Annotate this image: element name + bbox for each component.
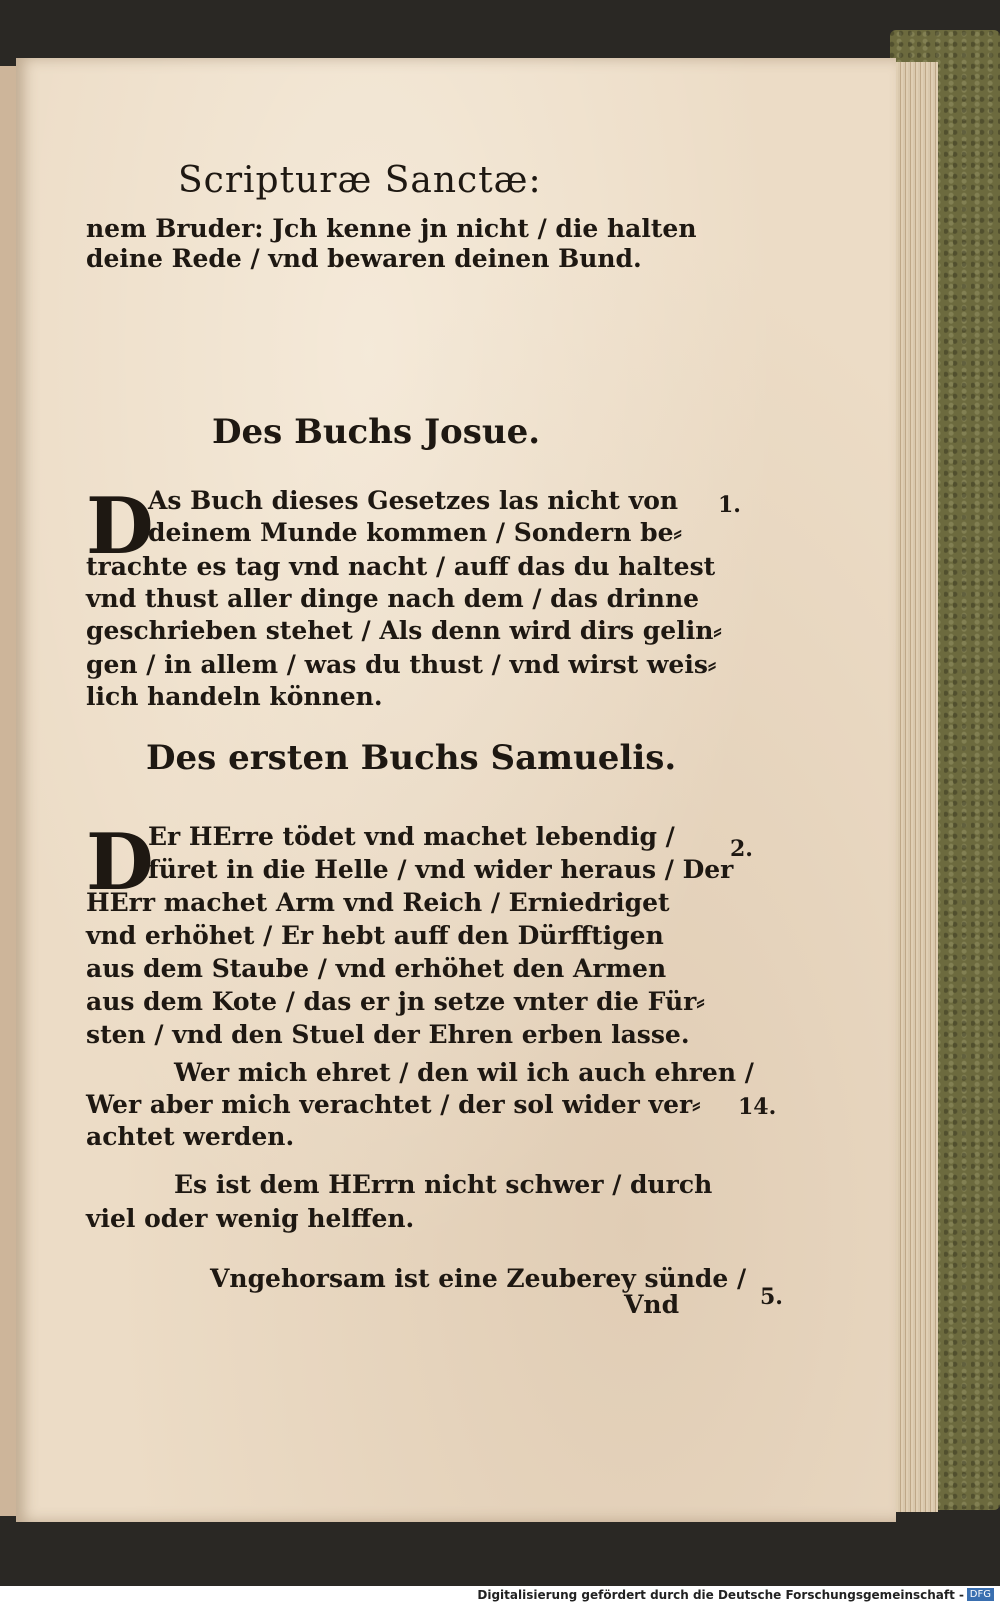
josue-line: deinem Munde kommen / Sondern be⸗ — [148, 518, 682, 547]
verse-marker: 5. — [760, 1284, 783, 1310]
josue-line: gen / in allem / was du thust / vnd wirst weis⸗ — [86, 650, 717, 679]
intro-line: nem Bruder: Jch kenne jn nicht / die halten — [86, 214, 697, 243]
verse-marker: 1. — [718, 492, 741, 518]
samuel-line: Es ist dem HErrn nicht schwer / durch — [174, 1170, 713, 1199]
running-head: Scripturæ Sanctæ: — [178, 160, 542, 201]
catchword: Vnd — [624, 1290, 680, 1319]
footer-credit: Digitalisierung gefördert durch die Deutsche Forschungsgemeinschaft - — [477, 1588, 964, 1602]
samuel-line: füret in die Helle / vnd wider heraus / Der — [148, 855, 734, 884]
josue-line: As Buch dieses Gesetzes las nicht von — [148, 486, 679, 515]
josue-line: geschrieben stehet / Als denn wird dirs gelin⸗ — [86, 616, 722, 645]
samuel-line: aus dem Kote / das er jn setze vnter die Für⸗ — [86, 987, 705, 1016]
samuel-line: aus dem Staube / vnd erhöhet den Armen — [86, 954, 667, 983]
footer-bar — [0, 1586, 1000, 1607]
dropcap-josue: D — [86, 481, 154, 572]
intro-line: deine Rede / vnd bewaren deinen Bund. — [86, 244, 642, 273]
verse-marker: 14. — [738, 1094, 777, 1120]
samuel-line: viel oder wenig helffen. — [86, 1204, 415, 1233]
samuel-line: HErr machet Arm vnd Reich / Erniedriget — [86, 888, 670, 917]
josue-line: vnd thust aller dinge nach dem / das drinne — [86, 584, 700, 613]
samuel-line: vnd erhöhet / Er hebt auff den Dürfftigen — [86, 921, 664, 950]
dropcap-samuel: D — [86, 817, 154, 908]
samuel-line: Er HErre tödet vnd machet lebendig / — [148, 822, 675, 851]
josue-line: trachte es tag vnd nacht / auff das du haltest — [86, 552, 716, 581]
verse-marker: 2. — [730, 836, 753, 862]
section-heading-josue: Des Buchs Josue. — [212, 412, 541, 452]
josue-line: lich handeln können. — [86, 682, 383, 711]
samuel-line: sten / vnd den Stuel der Ehren erben lasse. — [86, 1020, 690, 1049]
section-heading-samuel: Des ersten Buchs Samuelis. — [146, 738, 677, 778]
dfg-logo-icon: DFG — [967, 1588, 994, 1601]
samuel-line: achtet werden. — [86, 1122, 295, 1151]
samuel-line: Vngehorsam ist eine Zeuberey sünde / — [210, 1264, 747, 1293]
samuel-line: Wer mich ehret / den wil ich auch ehren / — [174, 1058, 754, 1087]
samuel-line: Wer aber mich verachtet / der sol wider ver⸗ — [86, 1090, 701, 1119]
